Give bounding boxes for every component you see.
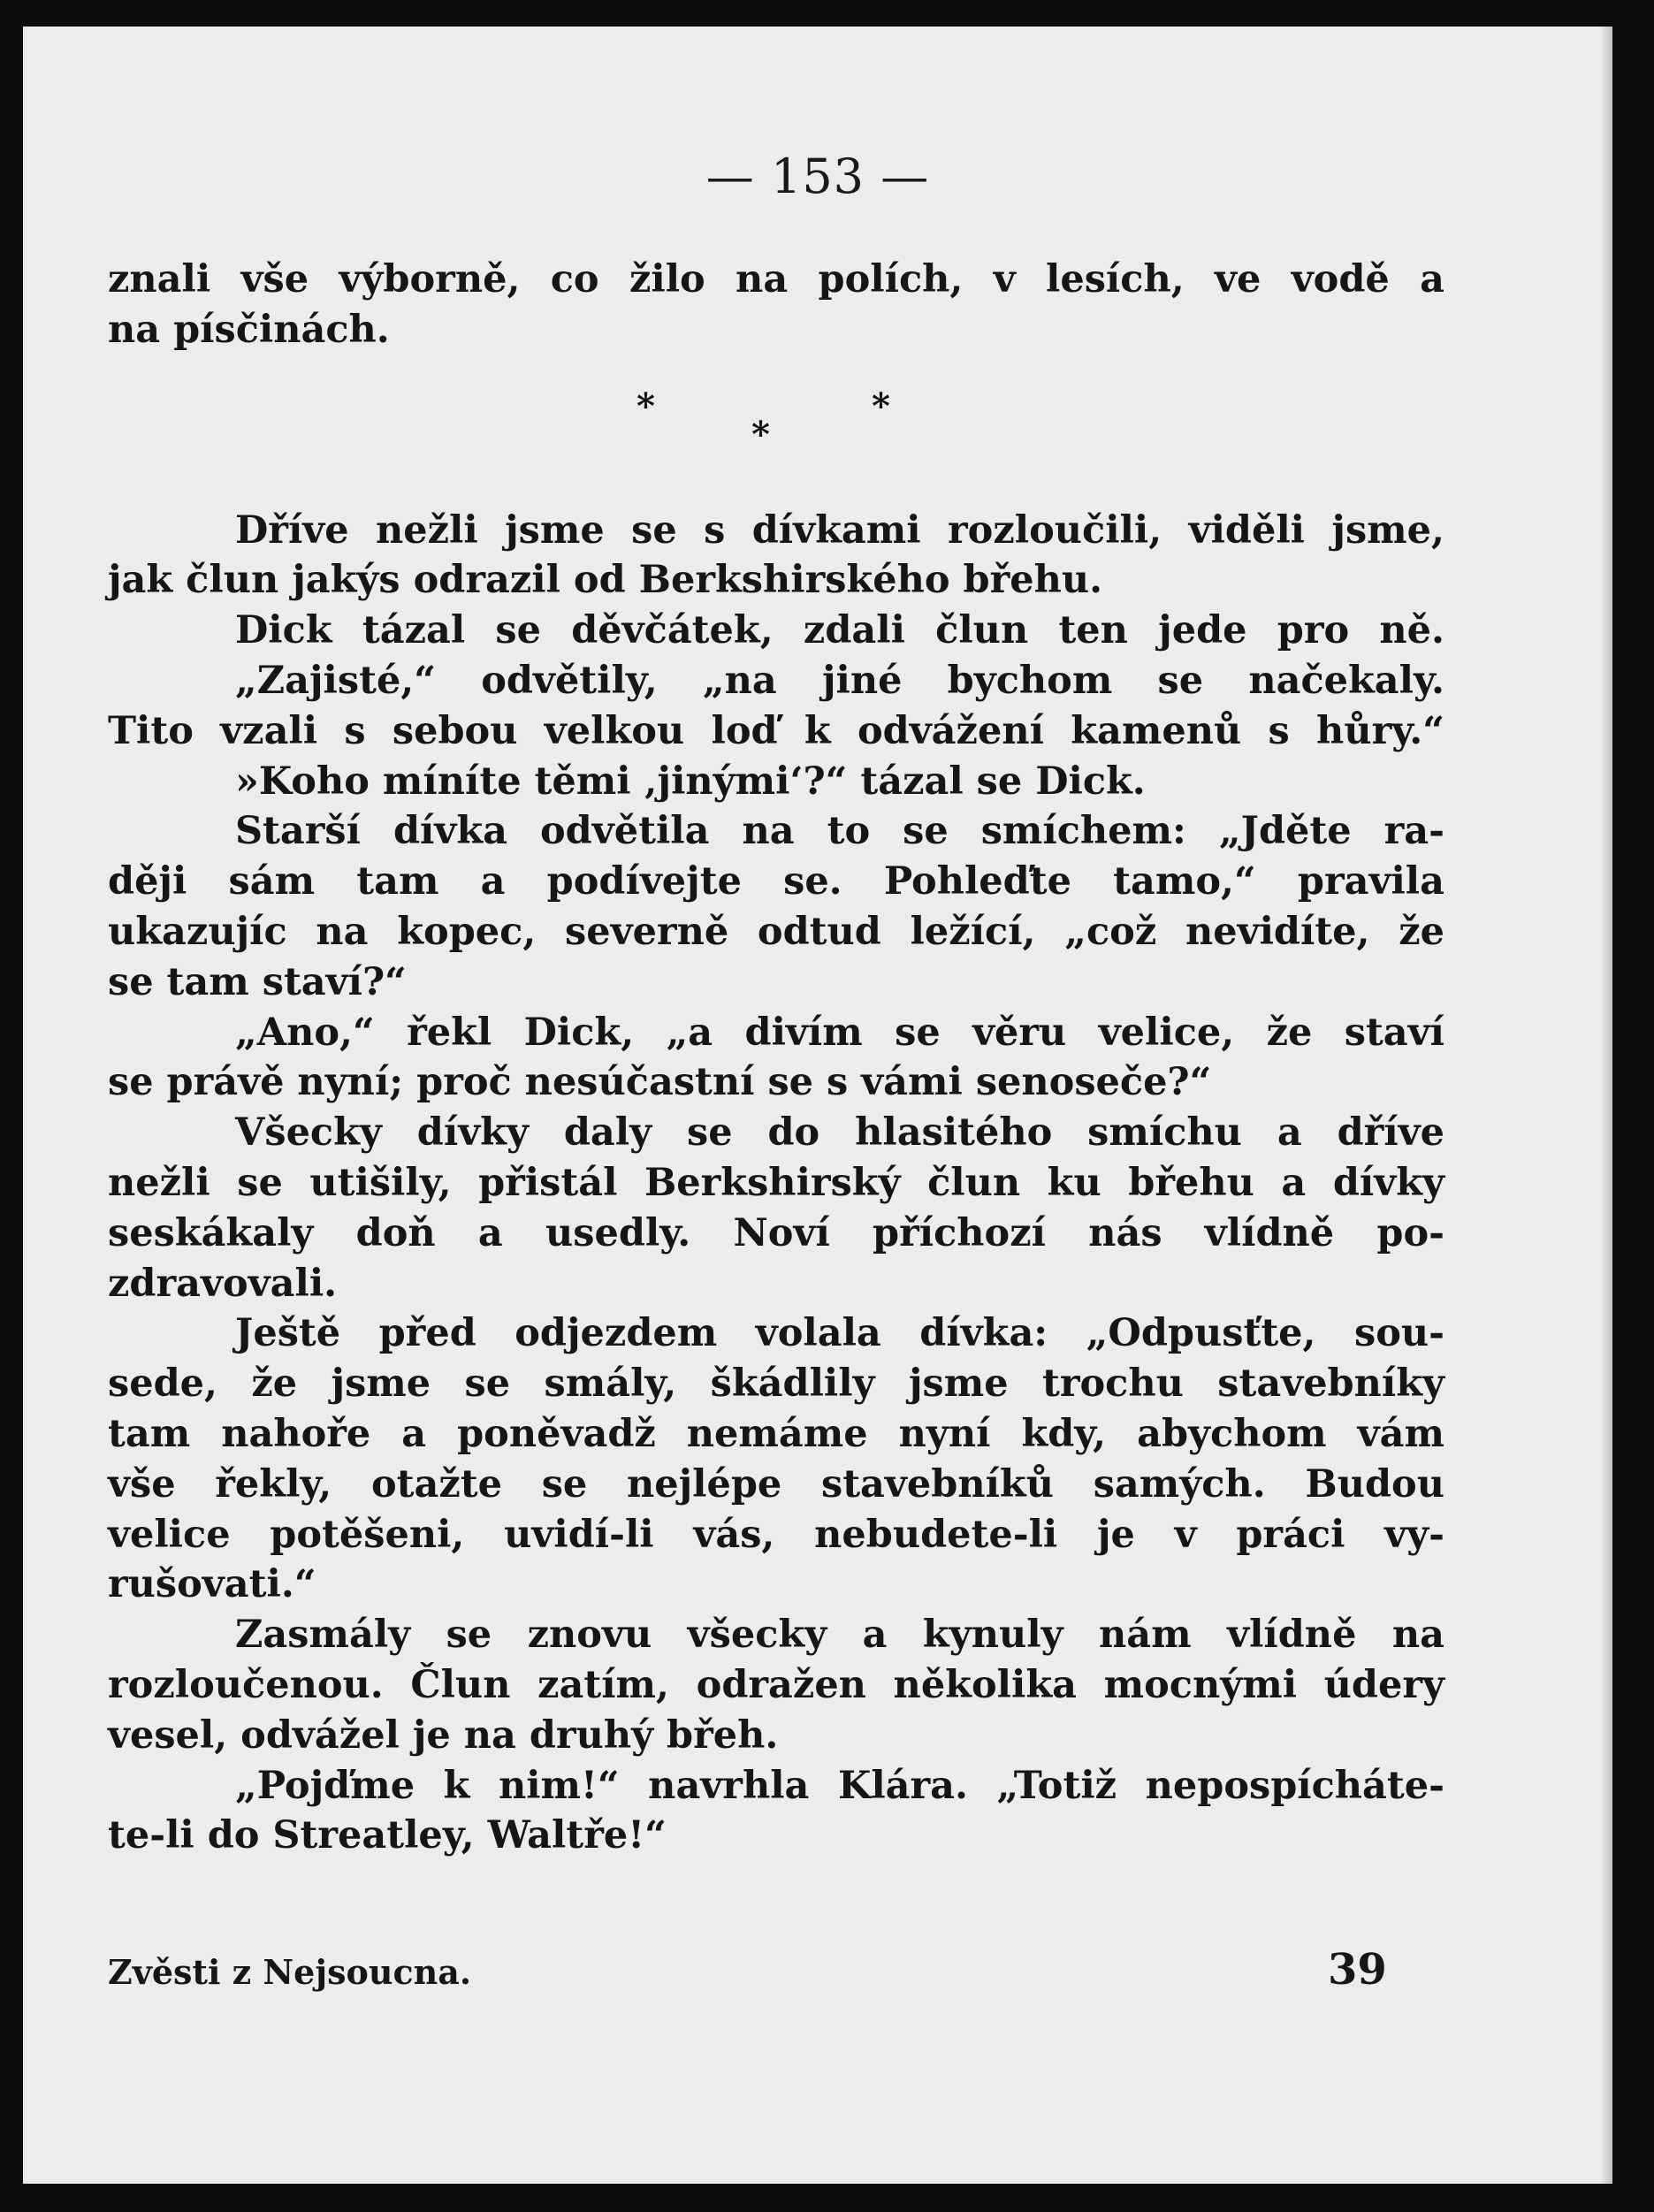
- paragraph-line: te-li do Streatley, Waltře!“: [108, 1813, 667, 1858]
- paragraph-line: velice potěšeni, uvidí-li vás, nebudete-li je v práci vy-: [108, 1512, 1444, 1557]
- text-line: na písčinách.: [108, 307, 390, 352]
- paragraph-line: jak člun jakýs odrazil od Berkshirského břehu.: [108, 558, 1103, 603]
- paragraph-line: se tam staví?“: [108, 959, 407, 1004]
- paragraph-line: »Koho míníte těmi ‚jinými‘?“ tázal se Dick.: [235, 759, 1146, 804]
- paragraph-line: nežli se utišily, přistál Berkshirský člun ku břehu a dívky: [108, 1160, 1444, 1205]
- paragraph-line: Tito vzali s sebou velkou loď k odvážení kamenů s hůry.“: [108, 708, 1444, 753]
- book-page: [23, 27, 1612, 2184]
- paragraph-line: Ještě před odjezdem volala dívka: „Odpusťte, sou-: [235, 1311, 1444, 1356]
- paragraph-line: zdravovali.: [108, 1261, 338, 1306]
- asterisk-ornament: *: [872, 385, 890, 427]
- paragraph-line: Starší dívka odvětila na to se smíchem: „Jděte ra-: [235, 809, 1444, 854]
- paragraph-line: seskákaly doň a usedly. Noví příchozí nás vlídně po-: [108, 1210, 1444, 1255]
- paragraph-line: „Pojďme k nim!“ navrhla Klára. „Totiž nepospícháte-: [235, 1763, 1444, 1808]
- asterisk-ornament: *: [751, 413, 770, 455]
- page-edge-shadow: [1600, 27, 1612, 2184]
- paragraph-line: „Ano,“ řekl Dick, „a divím se věru velice, že staví: [235, 1010, 1444, 1055]
- paragraph-line: „Zajisté,“ odvětily, „na jiné bychom se načekaly.: [235, 658, 1444, 703]
- paragraph-line: ději sám tam a podívejte se. Pohleďte tamo,“ pravila: [108, 859, 1444, 904]
- paragraph-line: rozloučenou. Člun zatím, odražen několika mocnými údery: [108, 1662, 1444, 1707]
- page-number: — 153 —: [705, 149, 930, 204]
- paragraph-line: Dick tázal se děvčátek, zdali člun ten jede pro ně.: [235, 608, 1444, 653]
- paragraph-line: Dříve nežli jsme se s dívkami rozloučili, viděli jsme,: [235, 507, 1444, 553]
- paragraph-line: Zasmály se znovu všecky a kynuly nám vlídně na: [235, 1613, 1444, 1658]
- signature-mark: Zvěsti z Nejsoucna.: [108, 1952, 472, 1992]
- paragraph-line: tam nahoře a poněvadž nemáme nyní kdy, abychom vám: [108, 1411, 1444, 1456]
- paragraph-line: Všecky dívky daly se do hlasitého smíchu a dříve: [235, 1110, 1444, 1156]
- asterisk-ornament: *: [636, 385, 655, 427]
- paragraph-line: rušovati.“: [108, 1562, 316, 1607]
- paragraph-line: vesel, odvážel je na druhý břeh.: [108, 1712, 779, 1758]
- paragraph-line: vše řekly, otažte se nejlépe stavebníků samých. Budou: [108, 1461, 1444, 1506]
- paragraph-line: ukazujíc na kopec, severně odtud ležící, „což nevidíte, že: [108, 909, 1444, 954]
- sheet-number: 39: [1328, 1945, 1387, 1995]
- body-text: [108, 255, 1444, 1861]
- paragraph-line: sede, že jsme se smály, škádlily jsme trochu stavebníky: [108, 1362, 1444, 1407]
- text-line: znali vše výborně, co žilo na polích, v lesích, ve vodě a: [108, 257, 1444, 301]
- paragraph-line: se právě nyní; proč nesúčastní se s vámi senoseče?“: [108, 1060, 1212, 1105]
- section-separator: [108, 355, 1444, 506]
